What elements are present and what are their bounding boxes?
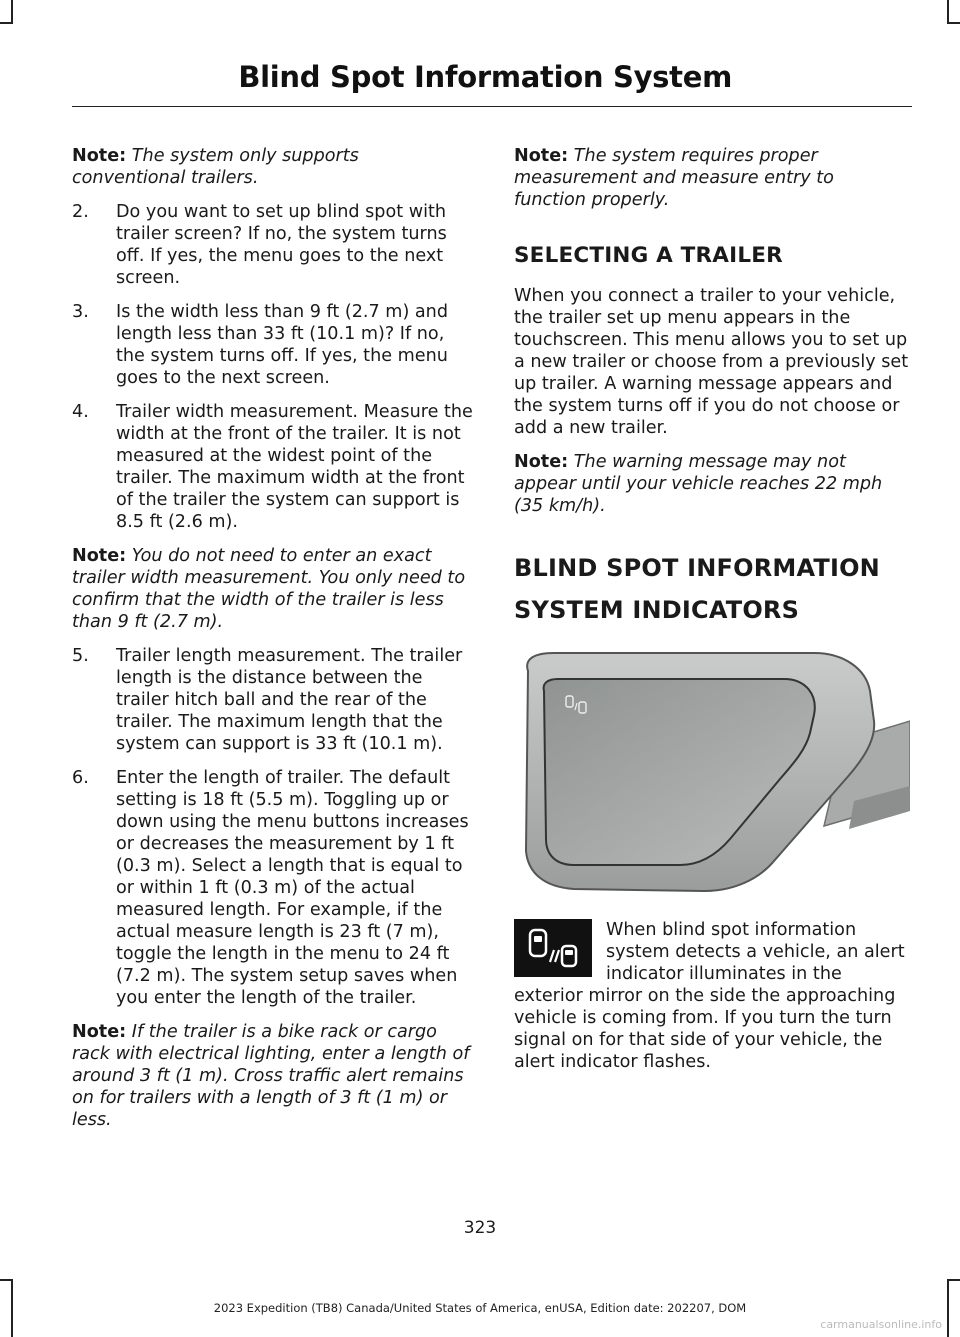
note-text: The system only supports conventional trailers. bbox=[72, 146, 359, 188]
section-heading-selecting-trailer: SELECTING A TRAILER bbox=[514, 243, 783, 268]
heading-line: BLIND SPOT INFORMATION bbox=[514, 554, 880, 582]
note-label: Note: bbox=[72, 146, 127, 166]
indicator-description bbox=[514, 919, 910, 1073]
step-item bbox=[72, 767, 476, 1009]
right-column bbox=[514, 145, 910, 1085]
heading-line: SYSTEM INDICATORS bbox=[514, 596, 800, 624]
step-number: 4. bbox=[72, 402, 89, 422]
step-number: 3. bbox=[72, 302, 89, 322]
note-text: The warning message may not appear until your vehicle reaches 22 mph (35 km/h). bbox=[514, 452, 883, 516]
note-label: Note: bbox=[514, 452, 569, 472]
watermark: carmanualsonline.info bbox=[820, 1318, 942, 1331]
header-divider bbox=[72, 106, 912, 107]
step-text: Enter the length of trailer. The default setting is 18 ft (5.5 m). Toggling up or down using the menu buttons increases or decreases the measurement by 1 ft (0.3 m). Select a length that is equal to or within 1 ft (0.3 m) of the actual measured length. For example, if the actual measure length is 23 ft (7 m), toggle the length in the menu to 24 ft (7.2 m). The system setup saves when you enter the length of the trailer. bbox=[116, 768, 469, 1008]
step-item bbox=[72, 645, 476, 755]
note-warning-message bbox=[514, 451, 910, 517]
crop-mark bbox=[11, 0, 13, 24]
step-number: 5. bbox=[72, 646, 89, 666]
crop-mark bbox=[947, 22, 960, 24]
crop-mark bbox=[947, 1279, 960, 1281]
paragraph-trailer-menu: When you connect a trailer to your vehicle, the trailer set up menu appears in the touchscreen. This menu allows you to set up a new trailer or choose from a previously set up trailer. A warning message appears and the system turns off if you do not choose or add a new trailer. bbox=[514, 286, 909, 438]
page-number: 323 bbox=[463, 1218, 497, 1238]
step-text: Trailer width measurement. Measure the width at the front of the trailer. It is not measured at the widest point of the trailer. The maximum width at the front of the trailer the system can support is 8.5 ft (2.6 m). bbox=[116, 402, 473, 532]
note-label: Note: bbox=[514, 146, 569, 166]
side-mirror-illustration bbox=[514, 651, 910, 901]
note-text: You do not need to enter an exact trailer width measurement. You only need to confirm that the width of the trailer is less than 9 ft (2.7 m). bbox=[72, 546, 466, 632]
step-item bbox=[72, 401, 476, 533]
note-text: If the trailer is a bike rack or cargo rack with electrical lighting, enter a length of around 3 ft (1 m). Cross traffic alert remains on for trailers with a length of 3 ft (1 m) or less. bbox=[72, 1022, 470, 1130]
note-label: Note: bbox=[72, 1022, 127, 1042]
crop-mark bbox=[0, 1279, 13, 1281]
note-proper-measurement bbox=[514, 145, 910, 211]
section-heading-indicators bbox=[514, 547, 910, 631]
note-label: Note: bbox=[72, 546, 127, 566]
edition-info: 2023 Expedition (TB8) Canada/United States of America, enUSA, Edition date: 202207, DOM bbox=[213, 1301, 747, 1315]
paragraph-indicator: When blind spot information system detects a vehicle, an alert indicator illuminates in the exterior mirror on the side the approaching vehicle is coming from. If you turn the turn signal on for that side of your vehicle, the alert indicator flashes. bbox=[514, 920, 905, 1072]
step-item bbox=[72, 201, 476, 289]
crop-mark bbox=[0, 22, 13, 24]
step-text: Trailer length measurement. The trailer length is the distance between the trailer hitch ball and the rear of the trailer. The maximum length that the system can support is 33 ft (10.1 m). bbox=[116, 646, 463, 754]
note-conventional-trailers bbox=[72, 145, 476, 189]
note-bike-rack bbox=[72, 1021, 476, 1131]
page-title: Blind Spot Information System bbox=[238, 60, 732, 94]
step-item bbox=[72, 301, 476, 389]
step-text: Do you want to set up blind spot with trailer screen? If no, the system turns off. If yes, the menu goes to the next screen. bbox=[116, 202, 447, 288]
note-text: The system requires proper measurement and measure entry to function properly. bbox=[514, 146, 834, 210]
left-column bbox=[72, 145, 476, 1143]
step-number: 2. bbox=[72, 202, 89, 222]
crop-mark bbox=[947, 0, 949, 24]
note-trailer-width bbox=[72, 545, 476, 633]
step-text: Is the width less than 9 ft (2.7 m) and length less than 33 ft (10.1 m)? If no, the system turns off. If yes, the menu goes to the next screen. bbox=[116, 302, 449, 388]
step-number: 6. bbox=[72, 768, 89, 788]
blind-spot-indicator-icon bbox=[514, 919, 592, 977]
